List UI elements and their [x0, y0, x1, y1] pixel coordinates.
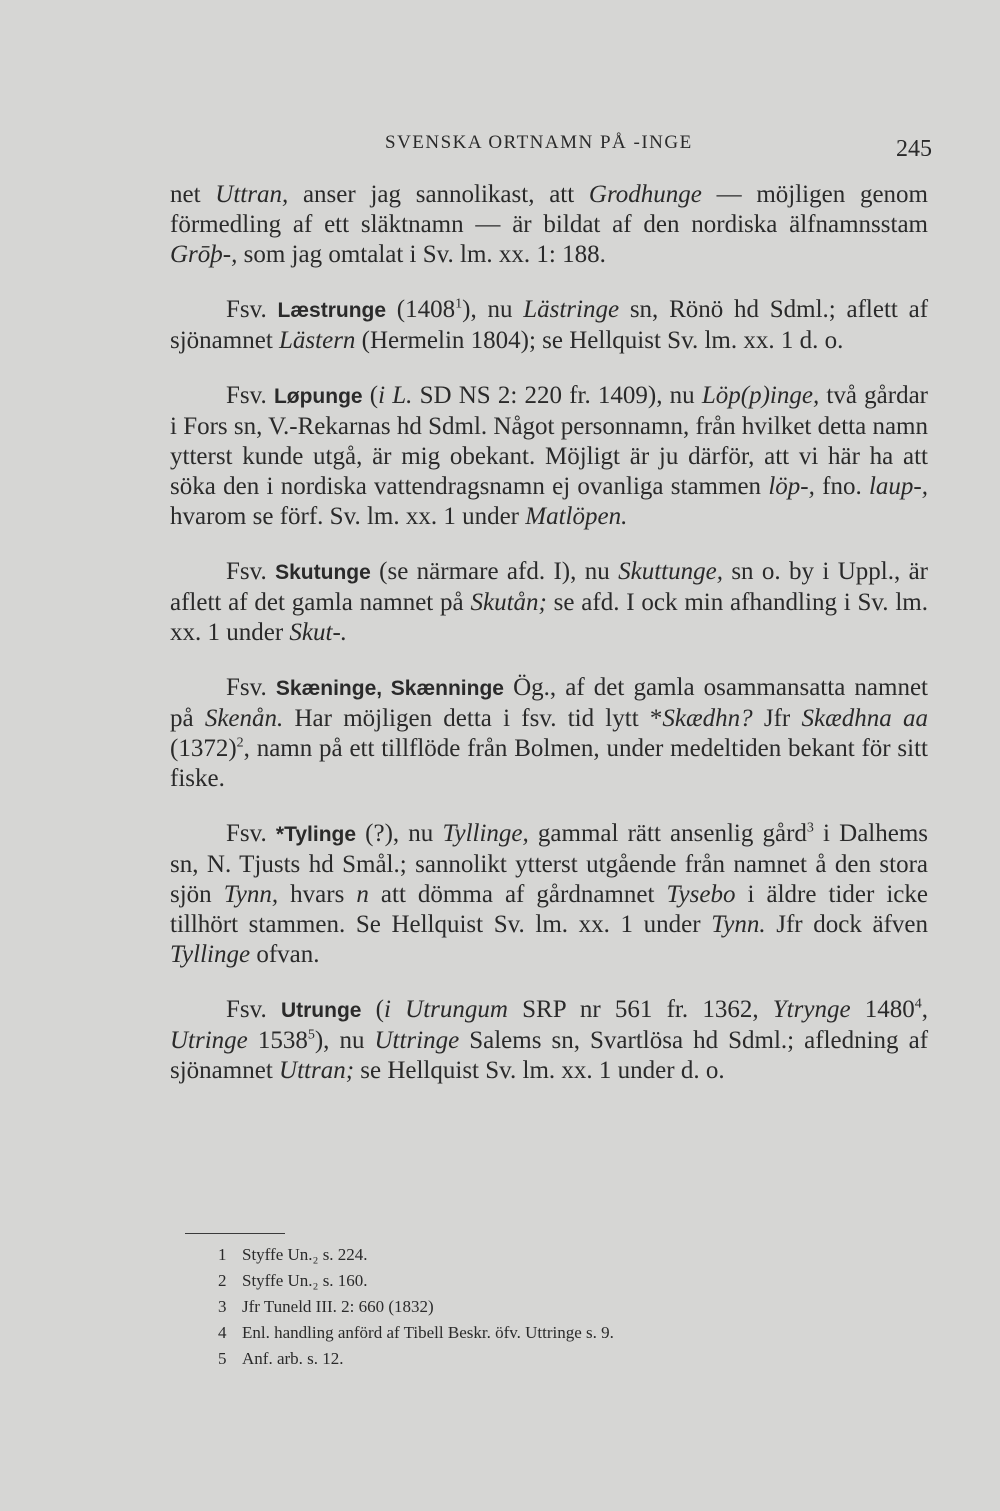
paragraph-skutunge: Fsv. Skutunge (se närmare afd. I), nu Skuttunge, sn o. by i Uppl., är aflett af det gamla namnet på Skutån; se afd. I ock min afhandling i Sv. lm. xx. 1 under Skut-.: [170, 558, 928, 646]
footnote-mark: 1: [218, 1245, 227, 1264]
footnote-mark: 5: [218, 1349, 227, 1368]
footnote-text: Anf. arb. s. 12.: [242, 1349, 344, 1368]
body-text: [170, 180, 928, 1111]
footnote: [218, 1268, 918, 1294]
footnote-text: Styffe Un.₂ s. 160.: [242, 1271, 368, 1290]
page-number: 245: [896, 136, 932, 162]
footnote-text: Enl. handling anförd af Tibell Beskr. öfv. Uttringe s. 9.: [242, 1323, 614, 1342]
paragraph-loepunge: Fsv. Løpunge (i L. SD NS 2: 220 fr. 1409), nu Löp(p)inge, två gårdar i Fors sn, V.-Rekarnas hd Sdml. Något personnamn, från hvilket detta namn ytterst kunde utgå, är mig obekant. Möjligt är ju därför, att vi här ha att söka den i nordiska vattendragsnamn ej ovanliga stammen löp-, fno. laup-, hvarom se förf. Sv. lm. xx. 1 under Matlöpen.: [170, 382, 928, 530]
footnote-mark: 4: [218, 1323, 227, 1342]
footnote: [218, 1320, 918, 1346]
paragraph-tylinge: Fsv. *Tylinge (?), nu Tyllinge, gammal rätt ansenlig gård$^3$ i Dalhems sn, N. Tjusts hd Smål.; sannolikt ytterst utgående från namnet å den stora sjön Tynn, hvars n att dömma af gårdnamnet Tysebo i äldre tider icke tillhört stammen. Se Hellquist Sv. lm. xx. 1 under Tynn. Jfr dock äfven Tyllinge ofvan.: [170, 820, 929, 968]
footnote-mark: 3: [218, 1297, 227, 1316]
headword-utrunge: Utrunge: [280, 999, 362, 1022]
paragraph-laestrunge: Fsv. Læstrunge (1408$^1$), nu Lästringe sn, Rönö hd Sdml.; aflett af sjönamnet Lästern (Hermelin 1804); se Hellquist Sv. lm. xx. 1 d. o.: [170, 296, 929, 354]
footnote-text: Jfr Tuneld III. 2: 660 (1832): [242, 1297, 434, 1316]
headword-skaeninge: Skæninge, Skænninge: [275, 677, 504, 700]
headword-loepunge: Løpunge: [273, 385, 363, 408]
headword-tylinge: *Tylinge: [275, 823, 357, 846]
footnote: [218, 1346, 918, 1372]
footnote: [218, 1294, 918, 1320]
footnote-divider: [185, 1233, 285, 1234]
headword-skutunge: Skutunge: [275, 561, 371, 584]
headword-laestrunge: Læstrunge: [277, 299, 387, 322]
footnote: [218, 1242, 918, 1268]
footnotes: [218, 1242, 918, 1372]
paragraph-utrunge: Fsv. Utrunge (i Utrungum SRP nr 561 fr. 1362, Ytrynge 1480$^4$, Utringe 1538$^5$), nu Uttringe Salems sn, Svartlösa hd Sdml.; afledning af sjönamnet Uttran; se Hellquist Sv. lm. xx. 1 under d. o.: [170, 996, 929, 1084]
paragraph-uttran-continuation: net Uttran, anser jag sannolikast, att Grodhunge — möjligen genom förmedling af ett släktnamn — är bildat af den nordiska älfnamnsstam Grōþ-, som jag omtalat i Sv. lm. xx. 1: 188.: [170, 181, 929, 268]
paragraph-skaeninge: Fsv. Skæninge, Skænninge Ög., af det gamla osammansatta namnet på Skenån. Har möjligen detta i fsv. tid lytt *Skædhn? Jfr Skædhna aa $(1372)^2$, namn på ett tillflöde från Bolmen, under medeltiden bekant för sitt fiske.: [170, 674, 928, 792]
footnote-text: Styffe Un.₂ s. 224.: [242, 1245, 368, 1264]
running-title: SVENSKA ORTNAMN PÅ -INGE: [385, 132, 693, 153]
page-header: [170, 128, 940, 168]
footnote-mark: 2: [218, 1271, 227, 1290]
